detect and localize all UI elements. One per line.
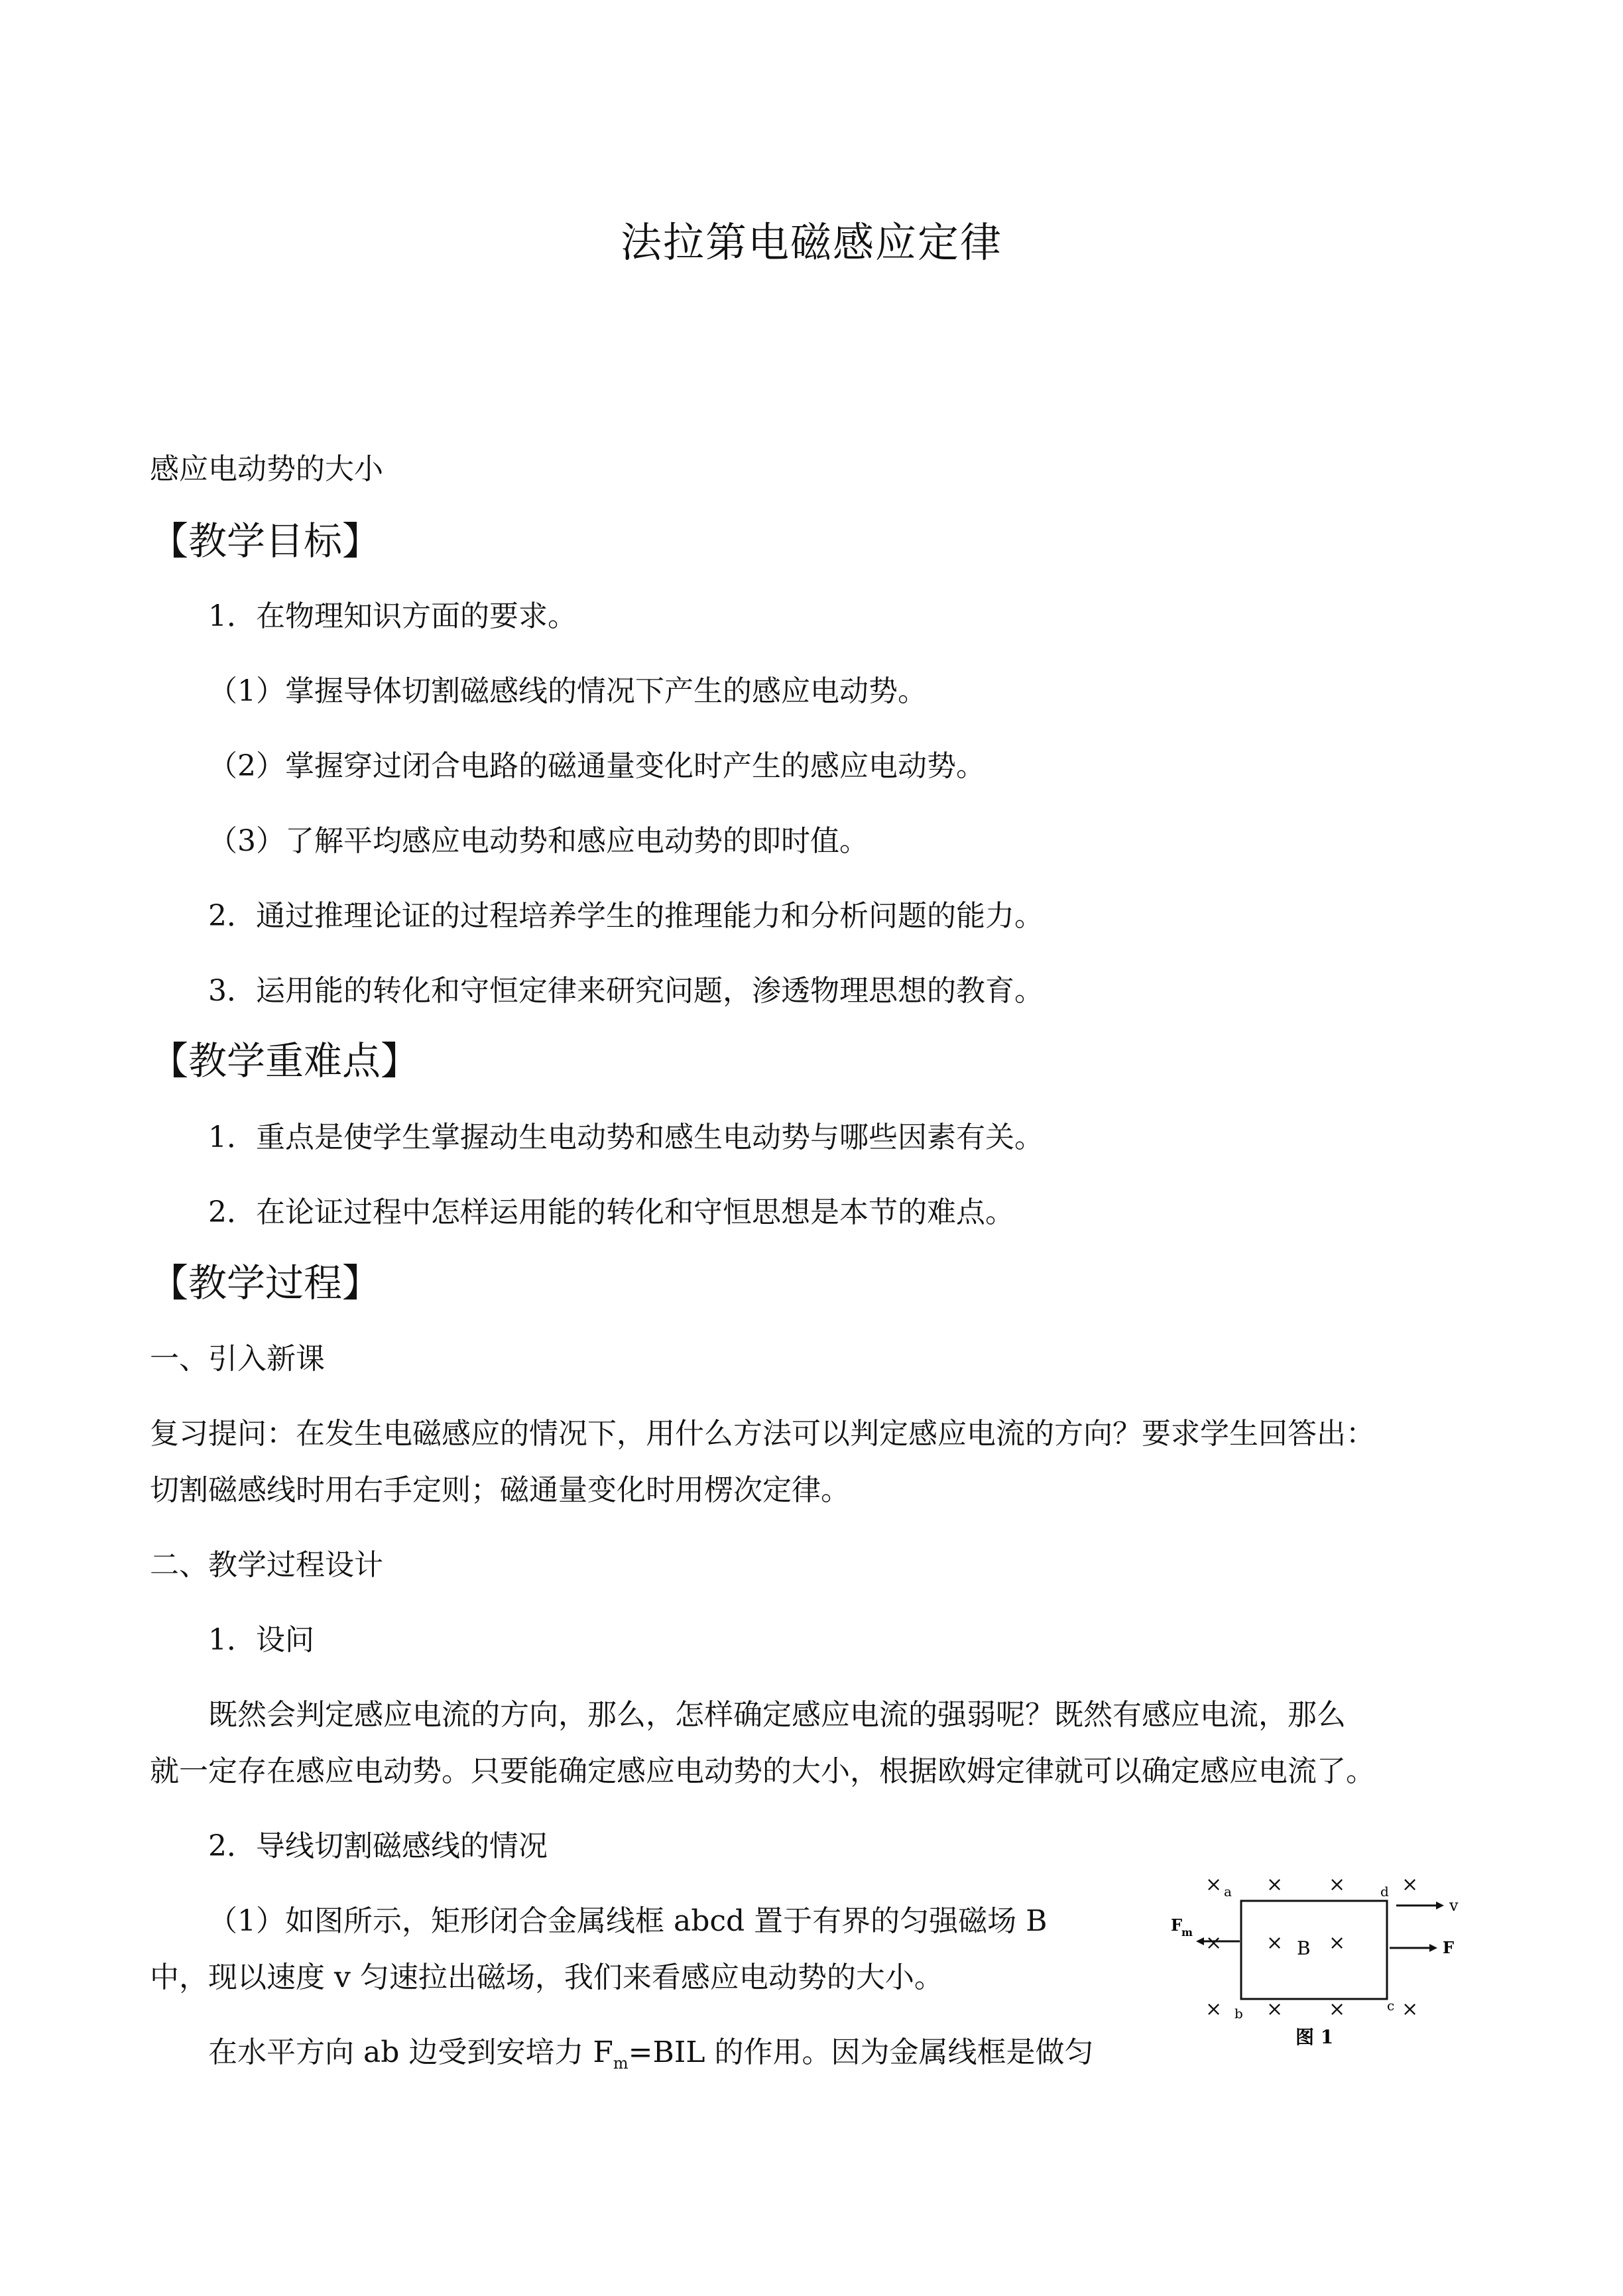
field-cross: × — [1205, 1931, 1223, 1955]
figure-1-diagram — [1159, 1863, 1490, 2062]
subtitle: 感应电动势的大小 — [150, 452, 383, 486]
field-label: B — [1297, 1937, 1311, 1959]
objective-1-3: （3）了解平均感应电动势和感应电动势的即时值。 — [208, 824, 869, 858]
objective-1: 1．在物理知识方面的要求。 — [208, 599, 577, 633]
step-1-heading: 1．设问 — [208, 1623, 314, 1657]
paragraph-2-line-1: （1）如图所示，矩形闭合金属线框 abcd 置于有界的匀强磁场 B — [208, 1904, 1048, 1938]
force-arrowhead — [1429, 1944, 1437, 1952]
corner-a-label: a — [1224, 1884, 1232, 1900]
corner-c-label: c — [1387, 1998, 1395, 2014]
paragraph-2-line-2: 中，现以速度 v 匀速拉出磁场，我们来看感应电动势的大小。 — [150, 1961, 943, 1994]
paragraph-3 — [208, 2033, 1093, 2083]
keypoint-2: 2．在论证过程中怎样运用能的转化和守恒思想是本节的难点。 — [208, 1195, 1014, 1229]
objective-1-1: （1）掌握导体切割磁感线的情况下产生的感应电动势。 — [208, 674, 927, 708]
field-cross: × — [1329, 1873, 1346, 1896]
field-cross: × — [1205, 1873, 1223, 1896]
velocity-arrowhead — [1436, 1902, 1444, 1909]
objective-3: 3．运用能的转化和守恒定律来研究问题，渗透物理思想的教育。 — [208, 974, 1044, 1008]
section-heading-process: 【教学过程】 — [150, 1260, 381, 1305]
paragraph-3-prefix: 在水平方向 ab 边受到安培力 F — [208, 2035, 613, 2069]
paragraph-1-line-1: 既然会判定感应电流的方向，那么，怎样确定感应电流的强弱呢？既然有感应电流，那么 — [208, 1698, 1346, 1732]
section-heading-objectives: 【教学目标】 — [150, 518, 381, 564]
ampere-force-arrowhead — [1196, 1937, 1204, 1945]
field-cross: × — [1329, 1998, 1346, 2021]
objective-2: 2．通过推理论证的过程培养学生的推理能力和分析问题的能力。 — [208, 899, 1044, 933]
field-cross: × — [1205, 1998, 1223, 2021]
objective-1-2: （2）掌握穿过闭合电路的磁通量变化时产生的感应电动势。 — [208, 749, 985, 783]
field-cross: × — [1402, 1998, 1419, 2021]
document-title: 法拉第电磁感应定律 — [620, 218, 1002, 267]
loop-rectangle — [1241, 1901, 1387, 1999]
corner-b-label: b — [1234, 2006, 1243, 2022]
force-label: F — [1443, 1938, 1455, 1957]
section-heading-keypoints: 【教学重难点】 — [150, 1038, 420, 1083]
review-paragraph-line-1: 复习提问：在发生电磁感应的情况下，用什么方法可以判定感应电流的方向？要求学生回答出： — [150, 1417, 1375, 1451]
paragraph-1-line-2: 就一定存在感应电动势。只要能确定感应电动势的大小，根据欧姆定律就可以确定感应电流了。 — [150, 1754, 1375, 1788]
paragraph-3-subscript: m — [613, 2053, 629, 2073]
part-heading-2: 二、教学过程设计 — [150, 1548, 383, 1582]
corner-d-label: d — [1380, 1884, 1389, 1900]
paragraph-3-suffix: =BIL 的作用。因为金属线框是做匀 — [628, 2035, 1094, 2069]
field-cross: × — [1329, 1931, 1346, 1955]
keypoint-1: 1．重点是使学生掌握动生电动势和感生电动势与哪些因素有关。 — [208, 1120, 1044, 1154]
field-cross: × — [1266, 1931, 1284, 1955]
figure-caption: 图 1 — [1295, 2026, 1334, 2048]
ampere-force-subscript: m — [1181, 1926, 1193, 1939]
velocity-label: v — [1449, 1896, 1459, 1915]
field-cross: × — [1266, 1873, 1284, 1896]
field-cross: × — [1402, 1873, 1419, 1896]
figure-1 — [1159, 1863, 1490, 2062]
review-paragraph-line-2: 切割磁感线时用右手定则；磁通量变化时用楞次定律。 — [150, 1473, 850, 1507]
step-2-heading: 2．导线切割磁感线的情况 — [208, 1829, 548, 1863]
part-heading-1: 一、引入新课 — [150, 1342, 325, 1376]
ampere-force-label: F — [1171, 1915, 1183, 1935]
field-cross: × — [1266, 1998, 1284, 2021]
